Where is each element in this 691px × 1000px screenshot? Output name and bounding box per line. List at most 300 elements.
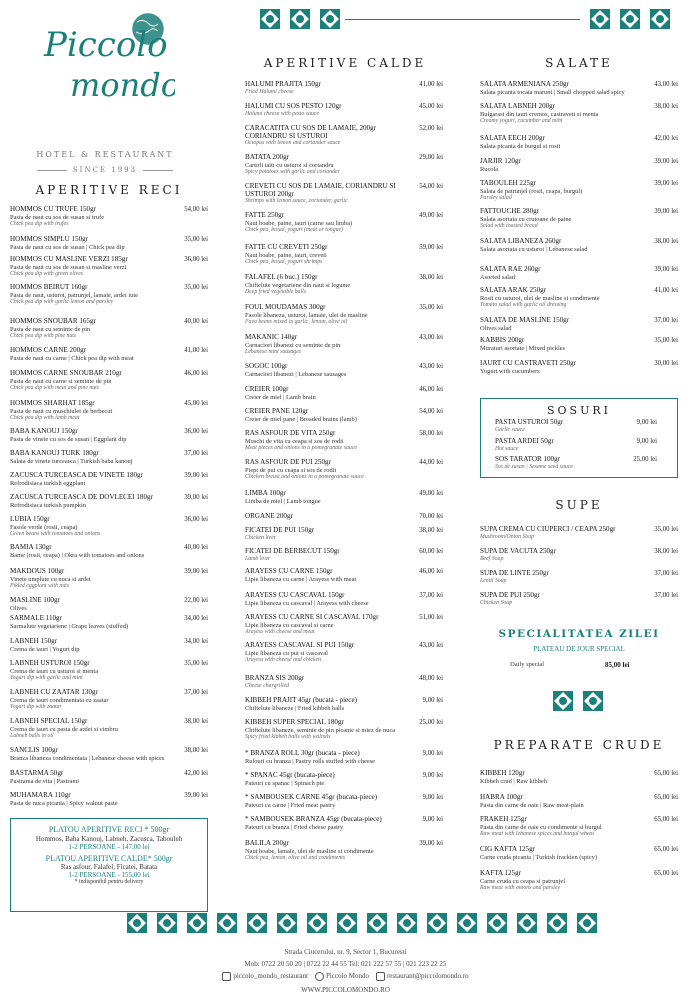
item-price: 35,00 lei: [184, 660, 208, 667]
menu-item: [10, 615, 208, 630]
item-price: 37,00 lei: [654, 317, 678, 324]
hotel-line: HOTEL & RESTAURANT: [36, 150, 174, 159]
menu-item: [245, 675, 443, 690]
item-description: Crema de iaurt | Yogurt dip: [10, 645, 80, 653]
item-translation: Cheese chargrilled: [245, 682, 290, 689]
item-price: 45,00 lei: [184, 400, 208, 407]
item-name: BATATA 200gr: [245, 153, 289, 161]
item-description: Fasole verde (rosii, ceapa): [10, 523, 78, 531]
item-translation: Chick pea, bread, yogurt shrimps: [245, 259, 323, 266]
menu-item: [10, 206, 208, 229]
item-price: 9,00 lei: [422, 816, 443, 823]
item-name: * SAMBOUSEK BRANZA 45gr (bucata-piece): [245, 815, 382, 823]
item-name: HOMMOS SIMPLU 150gr: [10, 235, 89, 243]
item-price: 36,00 lei: [184, 516, 208, 523]
item-translation: Garlic sauce: [495, 426, 525, 433]
item-price: 9,00 lei: [422, 772, 443, 779]
item-price: 65,00 lei: [654, 794, 678, 801]
item-description: Olives salad: [480, 324, 512, 332]
item-translation: Chick pea dip with lamb meat: [10, 415, 80, 422]
menu-item: [10, 718, 208, 741]
item-description: Salata asortata cu usturoi | Lebanese salad: [480, 245, 588, 253]
item-name: HOMMOS CU TRUFE 150gr: [10, 205, 96, 213]
tile-ornament: [366, 912, 388, 934]
item-description: Carne cruda picanta | Turkish frackien (spicy): [480, 853, 597, 861]
menu-item: [10, 236, 208, 251]
item-translation: Labneh balls in oil: [10, 733, 54, 740]
item-name: RAS ASFOUR DE VITA 250gr: [245, 429, 336, 437]
item-description: Rulouri cu branza | Pastry rolls stuffed with cheese: [245, 757, 376, 765]
menu-item: [245, 513, 443, 521]
menu-item: [495, 456, 657, 471]
platou-reci-desc: Hommos, Baba Kanouj, Labneh, Zacusca, Tabouleh: [35, 835, 183, 843]
menu-item: [10, 494, 208, 509]
item-name: HOMMOS BEIRUT 160gr: [10, 283, 88, 291]
item-description: Crema de iaurt cu usturoi si menta: [10, 667, 99, 675]
item-name: * SAMBOUSEK CARNE 45gr (bucata-piece): [245, 793, 377, 801]
item-price: 51,00 lei: [419, 614, 443, 621]
item-price: 35,00 lei: [419, 304, 443, 311]
menu-item: [480, 238, 678, 253]
item-price: 38,00 lei: [184, 718, 208, 725]
item-name: ORGANE 200gr: [245, 512, 293, 520]
item-name: MAKDOUS 100gr: [10, 567, 65, 575]
item-price: 35,00 lei: [184, 284, 208, 291]
tile-ornament: [576, 912, 598, 934]
item-description: Asorted salad: [480, 273, 515, 281]
item-name: FATTE 250gr: [245, 211, 285, 219]
item-name: KIBBEH 120gr: [480, 769, 525, 777]
item-translation: Chicken breast and onions in a pomegranate sauce: [245, 474, 364, 481]
item-name: ARAYESS CU CARNE 150gr: [245, 567, 333, 575]
menu-item: [245, 304, 443, 327]
menu-item: [245, 103, 443, 118]
item-price: 9,00 lei: [422, 697, 443, 704]
item-name: SUPA CREMA CU CIUPERCI / CEAPA 250gr: [480, 525, 616, 533]
item-description: Vinete umplute cu nuca si ardei: [10, 575, 91, 583]
menu-item: [245, 183, 443, 206]
menu-item: [245, 772, 443, 787]
item-name: FRAKEH 125gr: [480, 815, 527, 823]
item-description: Refrodisiaca turkish pumpkin: [10, 501, 86, 509]
item-price: 52,00 lei: [419, 125, 443, 132]
item-description: Refrodisiaca turkish eggplant: [10, 479, 86, 487]
menu-item: [245, 614, 443, 637]
menu-item: [10, 516, 208, 539]
item-name: SALATA ARMENIANA 250gr: [480, 80, 569, 88]
item-name: FATTOUCHE 280gr: [480, 207, 540, 215]
item-price: 39,00 lei: [654, 266, 678, 273]
item-price: 40,00 lei: [184, 318, 208, 325]
item-description: Lipie libaneza cu cascaval | Arayess with cheese: [245, 599, 369, 607]
menu-item: [10, 400, 208, 423]
item-translation: Arayess with cheese and chicken: [245, 657, 321, 664]
item-description: Lipie libaneza cu carne | Arayess with meat: [245, 575, 357, 583]
item-price: 37,00 lei: [419, 592, 443, 599]
menu-item: [480, 103, 678, 126]
tile-ornament: [289, 8, 311, 30]
item-price: 35,00 lei: [184, 236, 208, 243]
menu-item: [480, 846, 678, 861]
section-title-sosuri: SOSURI: [547, 404, 611, 417]
item-translation: Green beans with tomatoes and onions: [10, 531, 101, 538]
item-description: Pasta de naut, usturoi, patrunjel, lamaie, ardei iute: [10, 291, 138, 299]
menu-item: [245, 363, 443, 378]
menu-item: [10, 347, 208, 362]
item-description: Pasta de vinete cu sos de susan | Eggplant dip: [10, 435, 127, 443]
platou-box: [10, 818, 208, 912]
tile-ornament: [426, 912, 448, 934]
item-translation: Chick pea dip with pine nuts: [10, 333, 77, 340]
item-name: IAURT CU CASTRAVETI 250gr: [480, 359, 577, 367]
item-price: 39,00 lei: [184, 494, 208, 501]
item-name: LUBIA 150gr: [10, 515, 50, 523]
item-name: RAS ASFOUR DE PUI 250gr: [245, 458, 331, 466]
item-name: SALATA LIBANEZA 260gr: [480, 237, 562, 245]
item-translation: Halumi cheese with pesto sauce: [245, 110, 320, 117]
item-price: 41,00 lei: [184, 347, 208, 354]
item-name: SOS TARATOR 100gr: [495, 455, 560, 463]
tile-ornament: [336, 912, 358, 934]
item-description: Carnaciori libanezi | Lebanese sausages: [245, 370, 347, 378]
item-translation: Tomato salad with garlic oil dressing: [480, 302, 567, 309]
item-price: 38,00 lei: [419, 274, 443, 281]
item-translation: Fava beans mixed in garlic, lemon, olive oil: [245, 319, 348, 326]
item-description: Salata de vinete turceasca | Turkish baba kanouj: [10, 457, 133, 465]
tile-ornament: [126, 912, 148, 934]
menu-item: [480, 548, 678, 563]
item-price: 25,00 lei: [633, 456, 657, 463]
item-price: 54,00 lei: [419, 408, 443, 415]
menu-item: [495, 419, 657, 434]
item-name: ZACUSCA TURCEASCA DE VINETE 180gr: [10, 471, 143, 479]
item-description: Naut boabe, paine, iaurt, creveti: [245, 251, 327, 259]
menu-item: [10, 770, 208, 785]
item-name: LABNEH SPECIAL 150gr: [10, 717, 88, 725]
item-name: ARAYESS CU CASCAVAL 150gr: [245, 591, 345, 599]
tile-strip-mid: [548, 690, 608, 712]
item-translation: Chick pea, bread, yogurt (meat or tongue): [245, 227, 343, 234]
menu-item: [10, 370, 208, 393]
item-price: 34,00 lei: [184, 615, 208, 622]
item-price: 49,00 lei: [419, 212, 443, 219]
menu-item: [480, 816, 678, 839]
tile-ornament: [259, 8, 281, 30]
item-name: HOMMOS CARNE SNOUBAR 210gr: [10, 369, 122, 377]
menu-item: [480, 526, 678, 541]
item-description: Salata picanta tocata marunt | Small chopped salad spicy: [480, 88, 625, 96]
item-price: 9,00 lei: [422, 750, 443, 757]
item-description: Carnaciori libanezi cu seminte de pin: [245, 341, 341, 349]
instagram-icon: [222, 972, 231, 981]
menu-item: [245, 244, 443, 267]
item-translation: Spicy potatoes with garlic and coriander: [245, 169, 340, 176]
item-description: Yogurt with cucumbers: [480, 367, 540, 375]
menu-item: [245, 697, 443, 712]
item-description: Limba de miel | Lamb tongue: [245, 497, 321, 505]
tile-ornament: [186, 912, 208, 934]
item-description: Pasta din carne de oaie cu condimente si burgul: [480, 823, 602, 831]
item-price: 45,00 lei: [419, 103, 443, 110]
item-translation: Octopus with lemon and coriander sauce: [245, 140, 341, 147]
item-price: 34,00 lei: [184, 638, 208, 645]
menu-item: [245, 719, 443, 742]
item-name: JARJIR 120gr: [480, 157, 521, 165]
menu-item: [245, 408, 443, 423]
tile-strip-top-right: [585, 8, 675, 30]
item-name: * BRANZA ROLL 30gr (bucata - piece): [245, 749, 360, 757]
tile-ornament: [456, 912, 478, 934]
item-description: Salata de patrunjel (rosii, ceapa, burgul): [480, 187, 583, 195]
item-price: 36,00 lei: [184, 428, 208, 435]
menu-item: [480, 135, 678, 150]
item-description: Pateuri cu branza | Fried cheese pastry: [245, 823, 344, 831]
item-name: LABNEH CU ZAATAR 130gr: [10, 688, 98, 696]
item-name: ARAYESS CU CARNE SI CASCAVAL 170gr: [245, 613, 379, 621]
item-name: BASTARMA 50gr: [10, 769, 64, 777]
menu-item: [245, 750, 443, 765]
tile-ornament: [216, 912, 238, 934]
item-price: 40,00 lei: [184, 544, 208, 551]
item-price: 9,00 lei: [422, 794, 443, 801]
item-translation: Chicken Soup: [480, 599, 513, 606]
menu-item: [10, 256, 208, 279]
menu-item: [10, 284, 208, 307]
item-translation: Raw meat with lebanese spices and burgul wheat: [480, 831, 594, 838]
item-description: Pateuri cu carne | Fried meat pastry: [245, 801, 336, 809]
item-description: Pasta de naut cu sos de susan si trufe: [10, 213, 105, 221]
item-name: HOMMOS SNOUBAR 165gr: [10, 317, 96, 325]
item-price: 54,00 lei: [184, 206, 208, 213]
menu-item: [245, 125, 443, 148]
item-description: Chiftelute libaneze | Fried kibbeh balls: [245, 704, 345, 712]
item-name: FICATEI DE BERBECUT 150gr: [245, 547, 340, 555]
footer-instagram[interactable]: piccolo_mondo_restaurant: [233, 972, 308, 981]
tile-ornament: [649, 8, 671, 30]
item-price: 39,00 lei: [184, 792, 208, 799]
item-description: Pasta de nuca picanta | Spicy walnut paste: [10, 799, 118, 807]
item-translation: Hot sauce: [495, 445, 519, 452]
item-description: Fasole libaneza, usturoi, lamaie, ulei de masline: [245, 311, 368, 319]
platou-reci-title: PLATOU APERITIVE RECI * 500gr: [48, 825, 170, 834]
item-name: SOGOC 100gr: [245, 362, 288, 370]
menu-item: [480, 770, 678, 785]
item-description: Creier de miel pane | Breaded brains (lamb): [245, 415, 357, 423]
item-name: HOMMOS CARNE 200gr: [10, 346, 87, 354]
platou-reci-price: 1-2 PERSOANE - 147,00 lei: [68, 843, 150, 851]
item-price: 37,00 lei: [184, 450, 208, 457]
item-price: 60,00 lei: [419, 548, 443, 555]
item-description: Sarmalute vegetariene | Grape leaves (stuffed): [10, 622, 129, 630]
menu-item: [245, 386, 443, 401]
menu-item: [245, 548, 443, 563]
item-name: BABA KANOUJ 150gr: [10, 427, 78, 435]
menu-item: [245, 592, 443, 607]
item-name: LABNEH USTUROI 150gr: [10, 659, 90, 667]
item-description: Pasta de naut cu carne si seminte de pin: [10, 377, 112, 385]
item-name: SALATA EECH 200gr: [480, 134, 545, 142]
item-description: Muschi de vita cu ceapa si sos de rodii: [245, 437, 344, 445]
item-name: SANCLIS 100gr: [10, 746, 58, 754]
menu-item: [480, 870, 678, 893]
item-description: Pasta de naut cu muschiulet de berbecut: [10, 407, 113, 415]
special-label: Daily special: [510, 661, 545, 668]
item-description: Salata picanta de burgul si rosii: [480, 142, 561, 150]
footer-phones: Mob: 0722 20 50 20 | 0722 22 44 55 Tel: 021 222 57 55 | 021 223 22 25: [244, 960, 447, 968]
menu-item: [10, 318, 208, 341]
menu-item: [245, 430, 443, 453]
item-description: Carne cruda cu ceapa si patrunjel: [480, 877, 565, 885]
item-name: BALILA 200gr: [245, 839, 289, 847]
section-title-salate: SALATE: [545, 56, 613, 70]
item-description: Lipie libaneza cu cascaval si carne: [245, 621, 334, 629]
item-translation: Salad with toasted bread: [480, 223, 538, 230]
item-price: 43,00 lei: [419, 334, 443, 341]
menu-item: [480, 794, 678, 809]
menu-item: [495, 438, 657, 453]
item-name: SALATA ARAK 250gr: [480, 286, 547, 294]
item-name: KIBBEH PRAJIT 45gr (bucata - piece): [245, 696, 357, 704]
item-translation: Raw meat with onions and parsley: [480, 885, 561, 892]
item-description: Olives: [10, 604, 27, 612]
item-price: 48,00 lei: [419, 675, 443, 682]
menu-item: [10, 660, 208, 683]
item-name: SUPA DE VACUTA 250gr: [480, 547, 556, 555]
item-name: MUHAMARA 110gr: [10, 791, 71, 799]
item-name: CARACATITA CU SOS DE LAMAIE, 200gr CORIANDRU SI USTUROI: [245, 124, 377, 140]
item-translation: Chick pea dip with garlic lemon and parsley: [10, 299, 114, 306]
tile-ornament: [589, 8, 611, 30]
item-price: 25,00 lei: [419, 719, 443, 726]
item-description: Bulgarasi din iaurt cremos, castraveti si menta: [480, 110, 599, 118]
menu-item: [245, 154, 443, 177]
email-icon: [376, 972, 385, 981]
footer-facebook[interactable]: Piccolo Mondo: [325, 972, 369, 981]
item-description: Rucola: [480, 165, 499, 173]
item-price: 42,00 lei: [184, 770, 208, 777]
since-line: SINCE 1993: [10, 166, 200, 174]
item-price: 46,00 lei: [419, 386, 443, 393]
item-price: 59,00 lei: [419, 244, 443, 251]
menu-item: [480, 266, 678, 281]
item-name: MASLINE 100gr: [10, 596, 60, 604]
item-description: Lipie libaneza cu pui si cascaval: [245, 649, 328, 657]
item-price: 43,00 lei: [654, 81, 678, 88]
item-price: 39,00 lei: [654, 158, 678, 165]
item-description: Pateuri cu spanac | Spinach pie: [245, 779, 325, 787]
menu-item: [480, 317, 678, 332]
item-description: Piept de pui cu ceapa si sos de rodii: [245, 466, 337, 474]
item-name: ZACUSCA TURCEASCA DE DOVLECEI 180gr: [10, 493, 153, 501]
item-name: CREIER 100gr: [245, 385, 289, 393]
menu-item: [10, 544, 208, 559]
item-name: HABRA 100gr: [480, 793, 523, 801]
tile-ornament: [396, 912, 418, 934]
item-name: CREIER PANE 120gr: [245, 407, 309, 415]
tile-ornament: [156, 912, 178, 934]
item-translation: Spicy fried kibbeh balls with walnuts: [245, 734, 331, 741]
item-description: Bame (rosii, ceapa) | Okra with tomatoes and onions: [10, 551, 145, 559]
item-name: SALATA DE MASLINE 150gr: [480, 316, 570, 324]
item-price: 39,00 lei: [419, 840, 443, 847]
platou-calde-title: PLATOU APERITIVE CALDE* 500gr: [45, 854, 173, 863]
item-price: 43,00 lei: [419, 363, 443, 370]
item-price: 39,00 lei: [654, 180, 678, 187]
item-name: FICATEI DE PUI 150gr: [245, 526, 315, 534]
item-translation: Lebanese mini sausages: [245, 349, 302, 356]
item-name: PASTA ARDEI 50gr: [495, 437, 554, 445]
item-name: CREVETI CU SOS DE LAMAIE, CORIANDRU SI USTUROI 200gr: [245, 182, 396, 198]
menu-item: [480, 592, 678, 607]
item-description: Crema de iaurt cu pasta de ardei si cimbru: [10, 725, 118, 733]
tile-ornament: [516, 912, 538, 934]
item-description: Creier de miel | Lamb brain: [245, 393, 316, 401]
item-name: HOMMOS CU MASLINE VERZI 185gr: [10, 255, 128, 263]
item-translation: Mushroom/Onion Soup: [480, 533, 535, 540]
item-price: 39,00 lei: [184, 472, 208, 479]
menu-item: [10, 792, 208, 807]
menu-item: [10, 747, 208, 762]
tile-ornament: [306, 912, 328, 934]
item-translation: Arayess with cheese and meat: [245, 629, 315, 636]
platou-note: * indisponibil pentru delivery: [74, 879, 144, 885]
item-name: LIMBA 100gr: [245, 489, 286, 497]
item-price: 35,00 lei: [654, 526, 678, 533]
footer-email[interactable]: restaurant@piccolomondo.ro: [386, 972, 469, 981]
item-price: 65,00 lei: [654, 770, 678, 777]
item-description: Pasta de naut cu sos de susan | Chick pea dip: [10, 243, 125, 251]
item-description: Naut boabe, lamaie, ulei de masline si condimente: [245, 847, 374, 855]
item-description: Kibbeh crud | Raw kibbeh: [480, 777, 547, 785]
item-name: KIBBEH SUPER SPECIAL 180gr: [245, 718, 344, 726]
svg-text:Piccolo: Piccolo: [44, 25, 168, 65]
item-name: HOMMOS SHARHAT 185gr: [10, 399, 95, 407]
item-name: KABBIS 200gr: [480, 336, 525, 344]
item-price: 65,00 lei: [654, 816, 678, 823]
item-translation: Beef Soup: [480, 555, 504, 562]
item-description: Chiftelute libaneze, seminte de pin picante si miez de nuca: [245, 726, 396, 734]
item-price: 38,00 lei: [654, 238, 678, 245]
menu-item: [480, 158, 678, 173]
item-translation: Chick pea dip with trufes: [10, 221, 69, 228]
menu-item: [245, 459, 443, 482]
item-description: Crema de iaurt condimentata cu zaatar: [10, 696, 109, 704]
item-price: 43,00 lei: [419, 642, 443, 649]
item-name: FATTE CU CREVETI 250gr: [245, 243, 328, 251]
item-price: 39,00 lei: [654, 208, 678, 215]
item-translation: Yogurt dip with garlic and mint: [10, 675, 83, 682]
item-description: Muraturi asortate | Mixed pickles: [480, 344, 566, 352]
item-translation: Lamb liver: [245, 555, 271, 562]
item-name: BABA KANOUJ TURK 180gr: [10, 449, 99, 457]
menu-item: [245, 490, 443, 505]
menu-item: [480, 208, 678, 231]
section-title-aperitive-reci: APERITIVE RECI: [35, 183, 183, 197]
item-translation: Parsley salad: [480, 195, 512, 202]
item-translation: Shrimps with lemon sauce, coriander, garlic: [245, 198, 348, 205]
item-name: CIG KAFTA 125gr: [480, 845, 535, 853]
item-translation: Meat pieces and onions in a pomegranate sauce: [245, 445, 357, 452]
item-description: Pasta din carne de oaie | Raw meat-plain: [480, 801, 584, 809]
tile-ornament: [246, 912, 268, 934]
item-price: 44,00 lei: [419, 459, 443, 466]
footer-website[interactable]: WWW.PICCOLOMONDO.RO: [301, 986, 390, 994]
item-price: 29,00 lei: [419, 154, 443, 161]
platou-calde-price: 1-2 PERSOANE - 155,00 lei: [68, 871, 150, 879]
item-translation: Pikled eggplant with nuts: [10, 583, 70, 590]
tile-strip-bottom: [122, 912, 602, 934]
special-subtitle: PLATEAU DE JOUR SPECIAL: [533, 645, 625, 653]
